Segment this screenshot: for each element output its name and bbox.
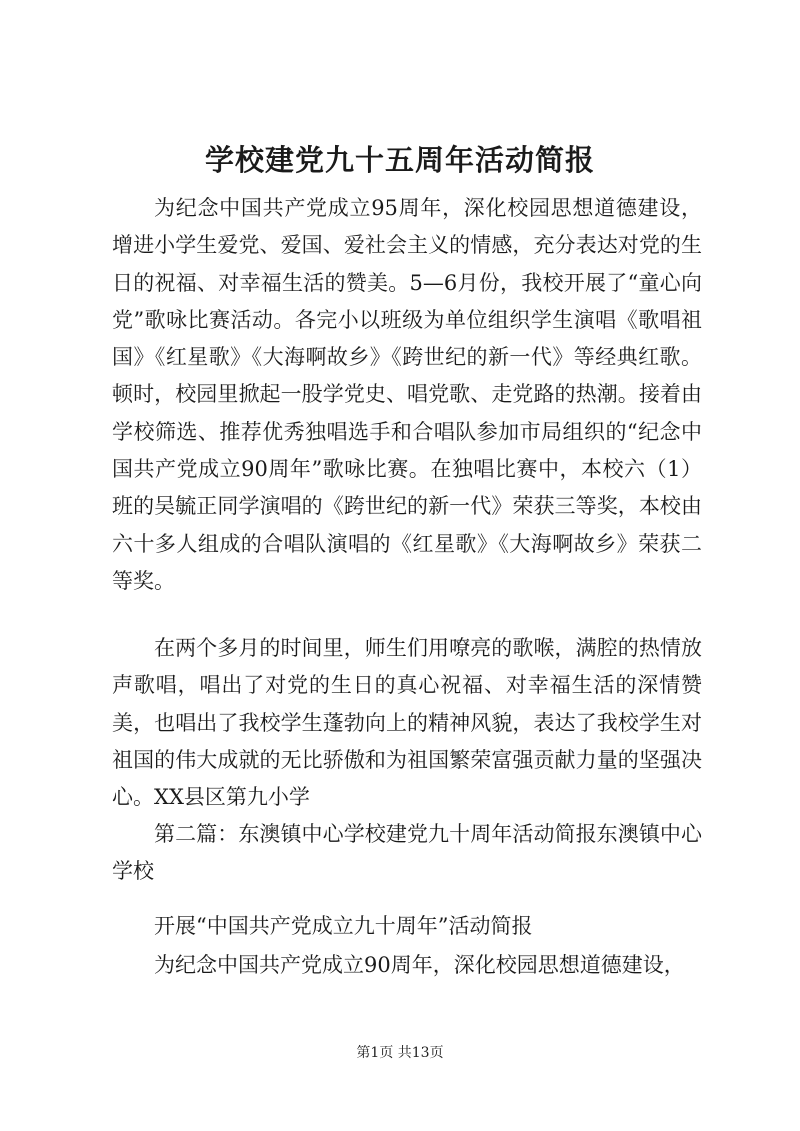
document-title: 学校建党九十五周年活动简报	[204, 143, 595, 177]
second-article-heading: 第二篇：东澳镇中心学校建党九十周年活动简报东澳镇中心学校	[112, 822, 702, 884]
paragraph-1: 为纪念中国共产党成立95周年，深化校园思想道德建设，增进小学生爱党、爱国、爱社会主义的情感，充分表达对党的生日的祝福、对幸福生活的赞美。5—6月份，我校开展了“童心向党”歌咏比赛活动。各完小以班级为单位组织学生演唱《歌唱祖国》《红星歌》《大海啊故乡》《跨世纪的新一代》等经典红歌。顿时，校园里掀起一股学党史、唱党歌、走党路的热潮。接着由学校筛选、推荐优秀独唱选手和合唱队参加市局组织的“纪念中国共产党成立90周年”歌咏比赛。在独唱比赛中，本校六（1）班的吴毓正同学演唱的《跨世纪的新一代》荣获三等奖，本校由六十多人组成的合唱队演唱的《红星歌》《大海啊故乡》荣获二等奖。	[112, 196, 702, 593]
second-article-subtitle: 开展“中国共产党成立九十周年”活动简报	[154, 914, 533, 938]
paragraph-2: 在两个多月的时间里，师生们用嘹亮的歌喉，满腔的热情放声歌唱，唱出了对党的生日的真心祝福、对幸福生活的深情赞美，也唱出了我校学生蓬勃向上的精神风貌，表达了我校学生对祖国的伟大成就的无比骄傲和为祖国繁荣富强贡献力量的坚强决心。	[112, 636, 702, 810]
page-footer: 第1页 共13页	[356, 1045, 444, 1061]
signature: XX县区第九小学	[154, 785, 310, 809]
second-article-first-line: 为纪念中国共产党成立90周年，深化校园思想道德建设，	[154, 953, 685, 977]
